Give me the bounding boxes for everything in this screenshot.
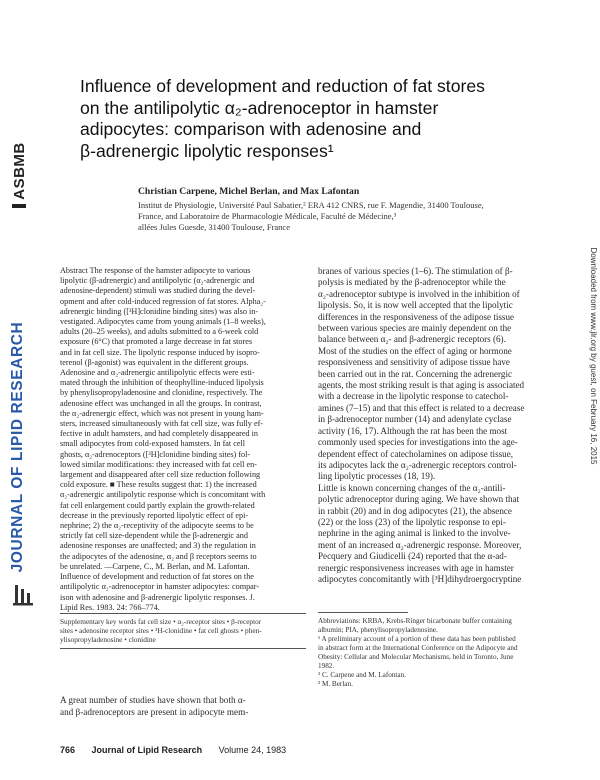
footer-journal: Journal of Lipid Research xyxy=(91,745,203,755)
footnote-rule xyxy=(318,612,408,613)
body-line: in β-adrenoceptor number (14) and adenylate cyclase xyxy=(318,414,512,425)
keywords-rule-bottom xyxy=(60,648,306,649)
supplementary-keywords xyxy=(60,617,306,644)
logo-base xyxy=(13,603,33,606)
body-line: renergic responsiveness increases with age in hamster xyxy=(318,562,514,573)
abstract-line: ghosts, α₂-adrenoceptors ([³H]clonidine binding sites) fol- xyxy=(60,449,251,459)
abstract-line: adrenergic binding ([³H]clonidine binding sites) was also in- xyxy=(60,306,259,316)
abstract-line: ison with adenosine and β-adrenergic lipolytic responses. J. xyxy=(60,592,255,602)
body-line: responsiveness and sensitivity of adipose tissue have xyxy=(318,357,510,368)
body-line: (22) or the loss (23) of the lipolytic response to epi- xyxy=(318,516,506,527)
affiliation-line: France, and Laboratoire de Pharmacologie Médicale, Faculté de Médecine,³ xyxy=(138,211,397,221)
body-line: Little is known concerning changes of the α₂-antili- xyxy=(318,482,506,493)
abstract-line: adenosine effect was unchanged in all the groups. In contrast, xyxy=(60,398,262,408)
abstract-line: small adipocytes from cold-exposed hamsters. In fat cell xyxy=(60,439,246,449)
title-line: β-adrenergic lipolytic responses¹ xyxy=(80,140,334,161)
abstract-line: strictly fat cell size-dependent while the β-adrenergic and xyxy=(60,531,248,541)
body-right-column xyxy=(318,266,550,585)
title-line: Influence of development and reduction of fat stores xyxy=(80,76,485,96)
abstract-line: opment and after cold-induced regression of fat stores. Alpha₂- xyxy=(60,296,266,306)
footnote-line: ¹ A preliminary account of a portion of these data has been published xyxy=(318,635,516,643)
abstract-line: antilipolytic α₂-adrenoceptor in hamster adipocytes: compar- xyxy=(60,582,260,592)
keywords-rule-top xyxy=(60,613,306,614)
body-line: amines (7–15) and that this effect is related to a decrease xyxy=(318,402,525,413)
abstract-line: cold exposure. ■ These results suggest that: 1) the increased xyxy=(60,480,257,490)
abstract-line: adults (20–25 weeks), and adults submitted to a 6-week cold xyxy=(60,327,259,337)
abstract-line: Lipid Res. 1983. 24: 766–774. xyxy=(60,602,160,612)
footnote-line: 1982. xyxy=(318,662,335,670)
keywords-line: sites • adenosine receptor sites • ³H-clonidine • fat cell ghosts • phen- xyxy=(60,626,262,635)
body-line: polytic adrenoceptor during aging. We have shown that xyxy=(318,494,520,505)
body-line: in rabbit (20) and in dog adipocytes (21), the absence xyxy=(318,505,512,516)
body-line: ling lipolytic processes (18, 19). xyxy=(318,471,436,482)
abstract-line: Abstract The response of the hamster adipocyte to various xyxy=(60,266,251,275)
abstract-line: adenosine responses are unaffected; and 3) the regulation in xyxy=(60,541,256,551)
article-title xyxy=(80,76,520,162)
logo-column-right xyxy=(27,593,30,603)
abstract-line: mated through the inhibition of theophylline-induced lipolysis xyxy=(60,378,264,388)
body-line: dependent effect of catecholamines on adipose tissue, xyxy=(318,448,514,459)
affiliation-line: allées Jules Guesde, 31400 Toulouse, France xyxy=(138,222,290,232)
body-line: Most of the studies on the effect of aging or hormone xyxy=(318,345,512,356)
logo-column-middle xyxy=(21,589,24,603)
abstract-line: α₂-adrenergic antilipolytic response which is concomitant with xyxy=(60,490,266,500)
body-line: adipocytes concomitantly with [³H]dihydroergocryptine xyxy=(318,573,522,584)
body-line: activity (16, 17). Although the rat has been the most xyxy=(318,425,508,436)
body-line: balance between α₂- and β-adrenergic receptors (6). xyxy=(318,334,506,345)
body-line: been carried out in the rat. Concerning the adrenergic xyxy=(318,368,513,379)
title-line: on the antilipolytic α₂-adrenoceptor in hamster xyxy=(80,97,439,118)
authors: Christian Carpene, Michel Berlan, and Max Lafontan xyxy=(138,186,360,197)
abstract-line: by phenylisopropyladenosine and clonidine, respectively. The xyxy=(60,388,263,398)
body-line: differences in the responsiveness of the adipose tissue xyxy=(318,311,515,322)
body-line: between various species are mainly dependent on the xyxy=(318,323,512,334)
page-footer xyxy=(60,745,360,755)
abstract-line: adenosine-dependent) stimuli was studied during the devel- xyxy=(60,286,256,296)
abstract-line: fective in adult hamsters, and had completely disappeared in xyxy=(60,429,259,439)
abstract-line: the adipocytes of the adenosine, α₂ and β receptors seems to xyxy=(60,551,257,561)
body-line: its adipocytes lack the α₂-adrenergic receptors control- xyxy=(318,459,517,470)
keywords-line: Supplementary key words fat cell size • α₂-receptor sites • β-receptor xyxy=(60,617,262,626)
affiliation-line: Institut de Physiologie, Université Paul Sabatier,² ERA 412 CNRS, rue F. Magendie, 31400 Toulouse, xyxy=(138,200,484,210)
footnote-line: ³ M. Berlan. xyxy=(318,680,353,688)
abstract-line: the α₂-adrenergic effect, which was not present in young ham- xyxy=(60,408,264,418)
abstract-line: vestigated. Adipocytes came from young animals (1–8 weeks), xyxy=(60,317,266,327)
publisher-building-icon xyxy=(12,582,34,608)
body-line: polysis is mediated by the β-adrenoceptor while the xyxy=(318,277,506,288)
intro-line: A great number of studies have shown that both α- xyxy=(60,695,246,705)
abstract-line: be unrelated. —Carpene, C., M. Berlan, and M. Lafontan. xyxy=(60,561,250,571)
body-line: lipolysis. So, it is now well accepted that the lipolytic xyxy=(318,300,513,311)
footnote-line: ² C. Carpene and M. Lafontan. xyxy=(318,671,406,679)
footnote-line: albumin; PIA, phenylisopropyladenosine. xyxy=(318,626,438,634)
keywords-line: ylisopropyladenosine • clonidine xyxy=(60,635,156,644)
publisher-name: ASBMB xyxy=(10,142,28,200)
introduction-start xyxy=(60,695,306,718)
title-line: adipocytes: comparison with adenosine and xyxy=(80,119,422,139)
body-line: nephrine in the aging animal is linked to the involve- xyxy=(318,528,511,539)
body-line: agents, the most striking result is that aging is associated xyxy=(318,380,525,391)
abstract-line: lowed similar modifications: they increased with fat cell en- xyxy=(60,459,257,469)
logo-column-left xyxy=(15,585,18,603)
asbmb-logo xyxy=(0,142,39,200)
page-number: 766 xyxy=(60,745,76,755)
footnotes xyxy=(318,617,550,689)
intro-line: and β-adrenoceptors are present in adipocyte mem- xyxy=(60,706,249,717)
abstract-line: exposure (6°C) that promoted a large decrease in fat stores xyxy=(60,337,253,347)
footnote-line: in abstract form at the International Conference on the Adipocyte and xyxy=(318,644,518,652)
abstract xyxy=(60,266,306,613)
abstract-line: Influence of development and reduction of fat stores on the xyxy=(60,572,254,582)
body-line: ment of an increased α₂-adrenergic response. Moreover, xyxy=(318,539,522,550)
footnote-line: Obesity: Cellular and Molecular Mechanisms, held in Toronto, June xyxy=(318,653,514,661)
body-line: α₂-adrenoceptor subtype is involved in the inhibition of xyxy=(318,288,520,299)
abstract-line: lipolytic (β-adrenergic) and antilipolytic (α₂-adrenergic and xyxy=(60,276,255,286)
footnote-line: Abbreviations: KRBA, Krebs-Ringer bicarbonate buffer containing xyxy=(318,617,512,625)
download-note: Downloaded from www.jlr.org by guest, on February 16, 2015 xyxy=(589,247,598,465)
abstract-line: nephrine; 2) the α₂-receptivity of the adipocyte seems to be xyxy=(60,521,254,531)
asbmb-mark-icon xyxy=(12,204,26,208)
body-line: Pecquery and Giudicelli (24) reported that the α-ad- xyxy=(318,551,507,562)
abstract-line: decrease in the previously reported lipolytic effect of epi- xyxy=(60,510,249,520)
abstract-line: terenol (β-agonist) was equivalent in the different groups. xyxy=(60,357,249,367)
abstract-line: largement and disappeared after cell size reduction following xyxy=(60,470,261,480)
body-line: with a decrease in the lipolytic response to catechol- xyxy=(318,391,509,402)
abstract-line: sters, increased simultaneously with fat cell size, was fully ef- xyxy=(60,419,264,429)
journal-sidebar-title: JOURNAL OF LIPID RESEARCH xyxy=(9,321,26,573)
body-line: commonly used species for investigations into the age- xyxy=(318,437,518,448)
body-line: branes of various species (1–6). The stimulation of β- xyxy=(318,266,513,276)
abstract-line: fat cell enlargement could partly explain the growth-related xyxy=(60,500,255,510)
abstract-line: and in fat cell size. The lipolytic response induced by isopro- xyxy=(60,347,260,357)
abstract-line: Adenosine and α₂-adrenergic antilipolytic effects were esti- xyxy=(60,368,255,378)
affiliation xyxy=(138,200,528,233)
footer-volume: Volume 24, 1983 xyxy=(218,745,287,755)
